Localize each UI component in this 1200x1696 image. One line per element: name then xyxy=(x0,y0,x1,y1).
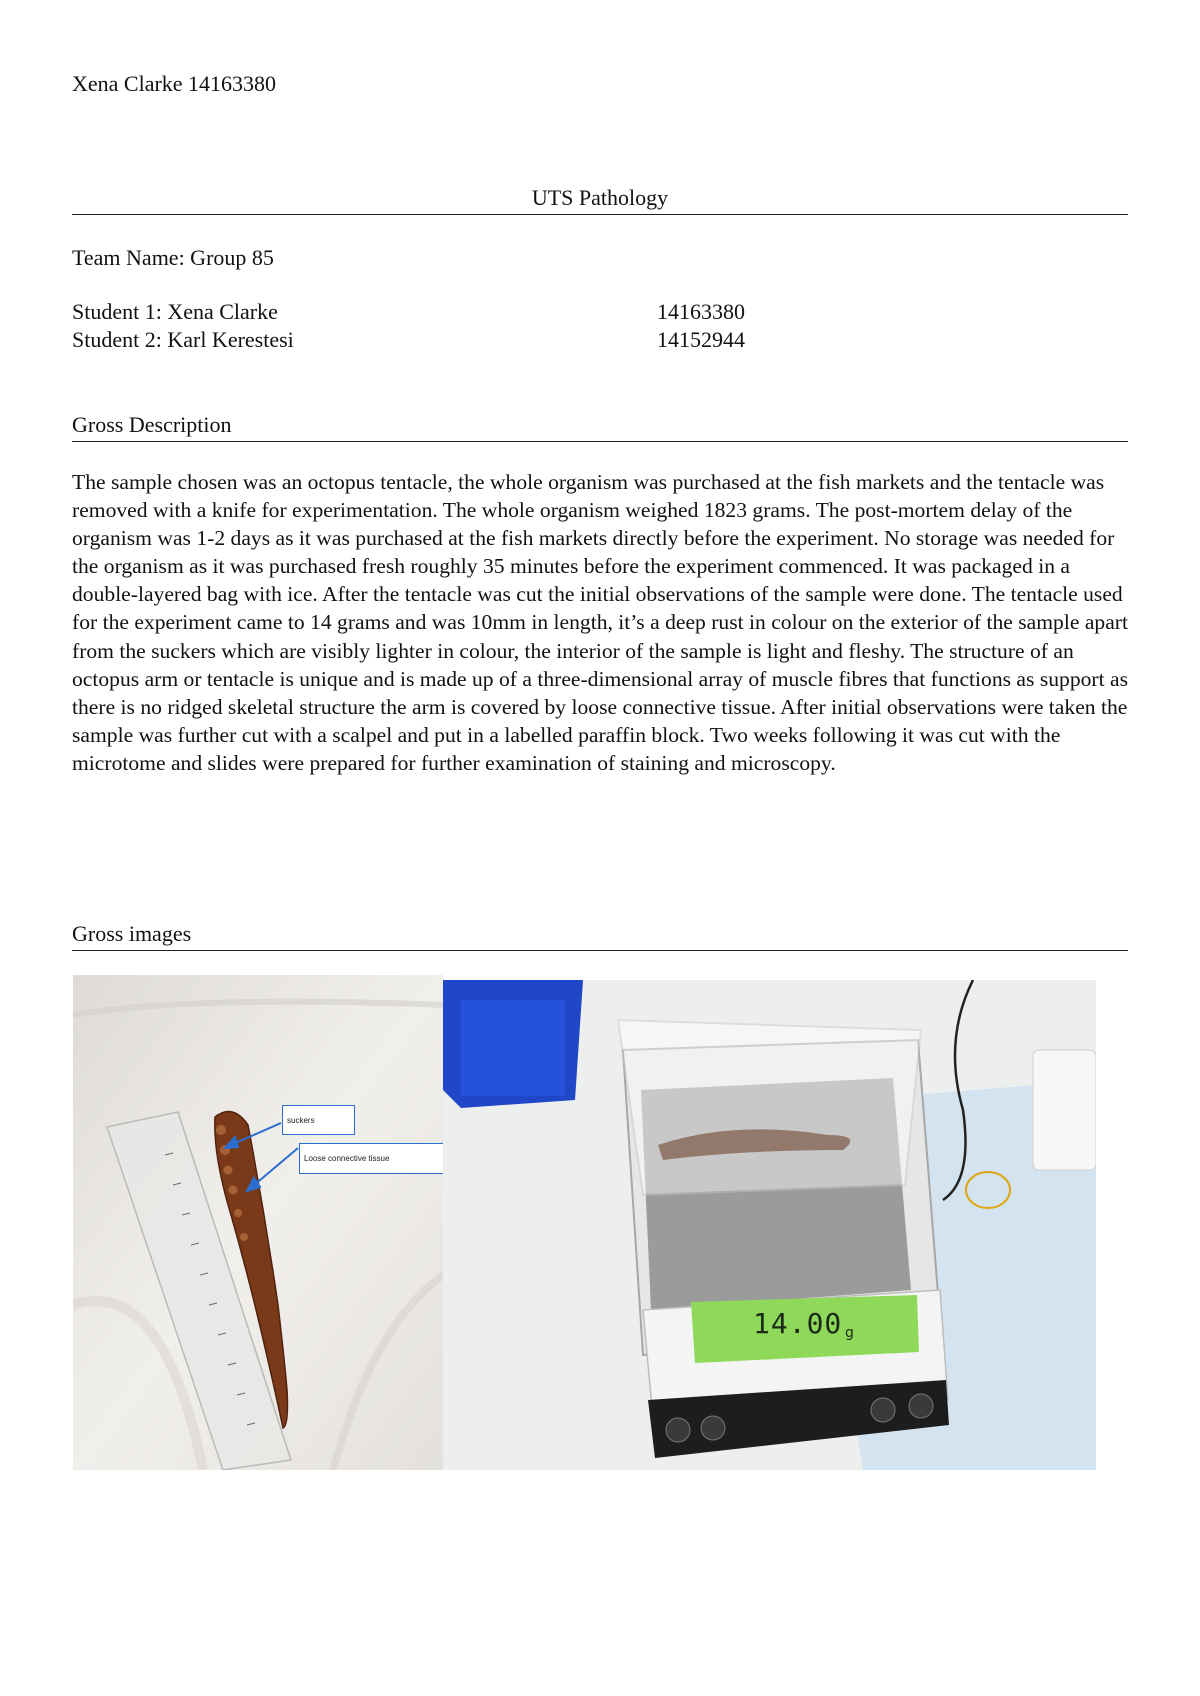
page-title: UTS Pathology xyxy=(531,185,669,210)
gross-images-heading: Gross images xyxy=(72,921,192,946)
tentacle-ruler-photo xyxy=(73,975,443,1470)
header-name-id: Xena Clarke 14163380 xyxy=(72,71,277,96)
scale-weighing-photo xyxy=(443,980,1096,1470)
student-2-name: Student 2: Karl Kerestesi xyxy=(72,327,294,352)
gross-description-body: The sample chosen was an octopus tentacle, the whole organism was purchased at the fish markets and the tentacle was removed with a knife for experimentation. The whole organism weighed 1823 grams. The post-mortem delay of the organism was 1-2 days as it was purchased at the fish markets directly before the experiment. No storage was needed for the organism as it was purchased fresh roughly 35 minutes before the experiment commenced. It was packaged in a double-layered bag with ice. After the tentacle was cut the initial observations of the sample were done. The tentacle used for the experiment came to 14 grams and was 10mm in length, it’s a deep rust in colour on the exterior of the sample apart from the suckers which are visibly lighter in colour, the interior of the sample is light and fleshy. The structure of an octopus arm or tentacle is unique and is made up of a three-dimensional array of muscle fibres that functions as support as there is no ridged skeletal structure the arm is covered by loose connective tissue. After initial observations were taken the sample was further cut with a scalpel and put in a labelled paraffin block. Two weeks following it was cut with the microtome and slides were prepared for further examination of staining and microscopy. xyxy=(72,470,1128,775)
gross-images-divider xyxy=(72,950,1128,951)
scale-illustration xyxy=(443,980,1096,1470)
student-1-name: Student 1: Xena Clarke xyxy=(72,299,278,324)
scale-reading: 14.00 xyxy=(753,1307,843,1340)
callout-connective-label: Loose connective tissue xyxy=(304,1154,390,1163)
gross-description-heading: Gross Description xyxy=(72,412,232,437)
callout-suckers xyxy=(282,1105,355,1135)
callout-connective-tissue xyxy=(299,1143,443,1174)
team-name: Team Name: Group 85 xyxy=(72,245,274,270)
student-2-id: 14152944 xyxy=(657,327,745,352)
callout-suckers-label: suckers xyxy=(287,1115,315,1125)
tentacle-ruler-illustration xyxy=(73,975,443,1470)
student-1-id: 14163380 xyxy=(657,299,745,324)
scale-unit: g xyxy=(845,1325,854,1341)
title-divider xyxy=(72,214,1128,215)
gross-description-divider xyxy=(72,441,1128,442)
